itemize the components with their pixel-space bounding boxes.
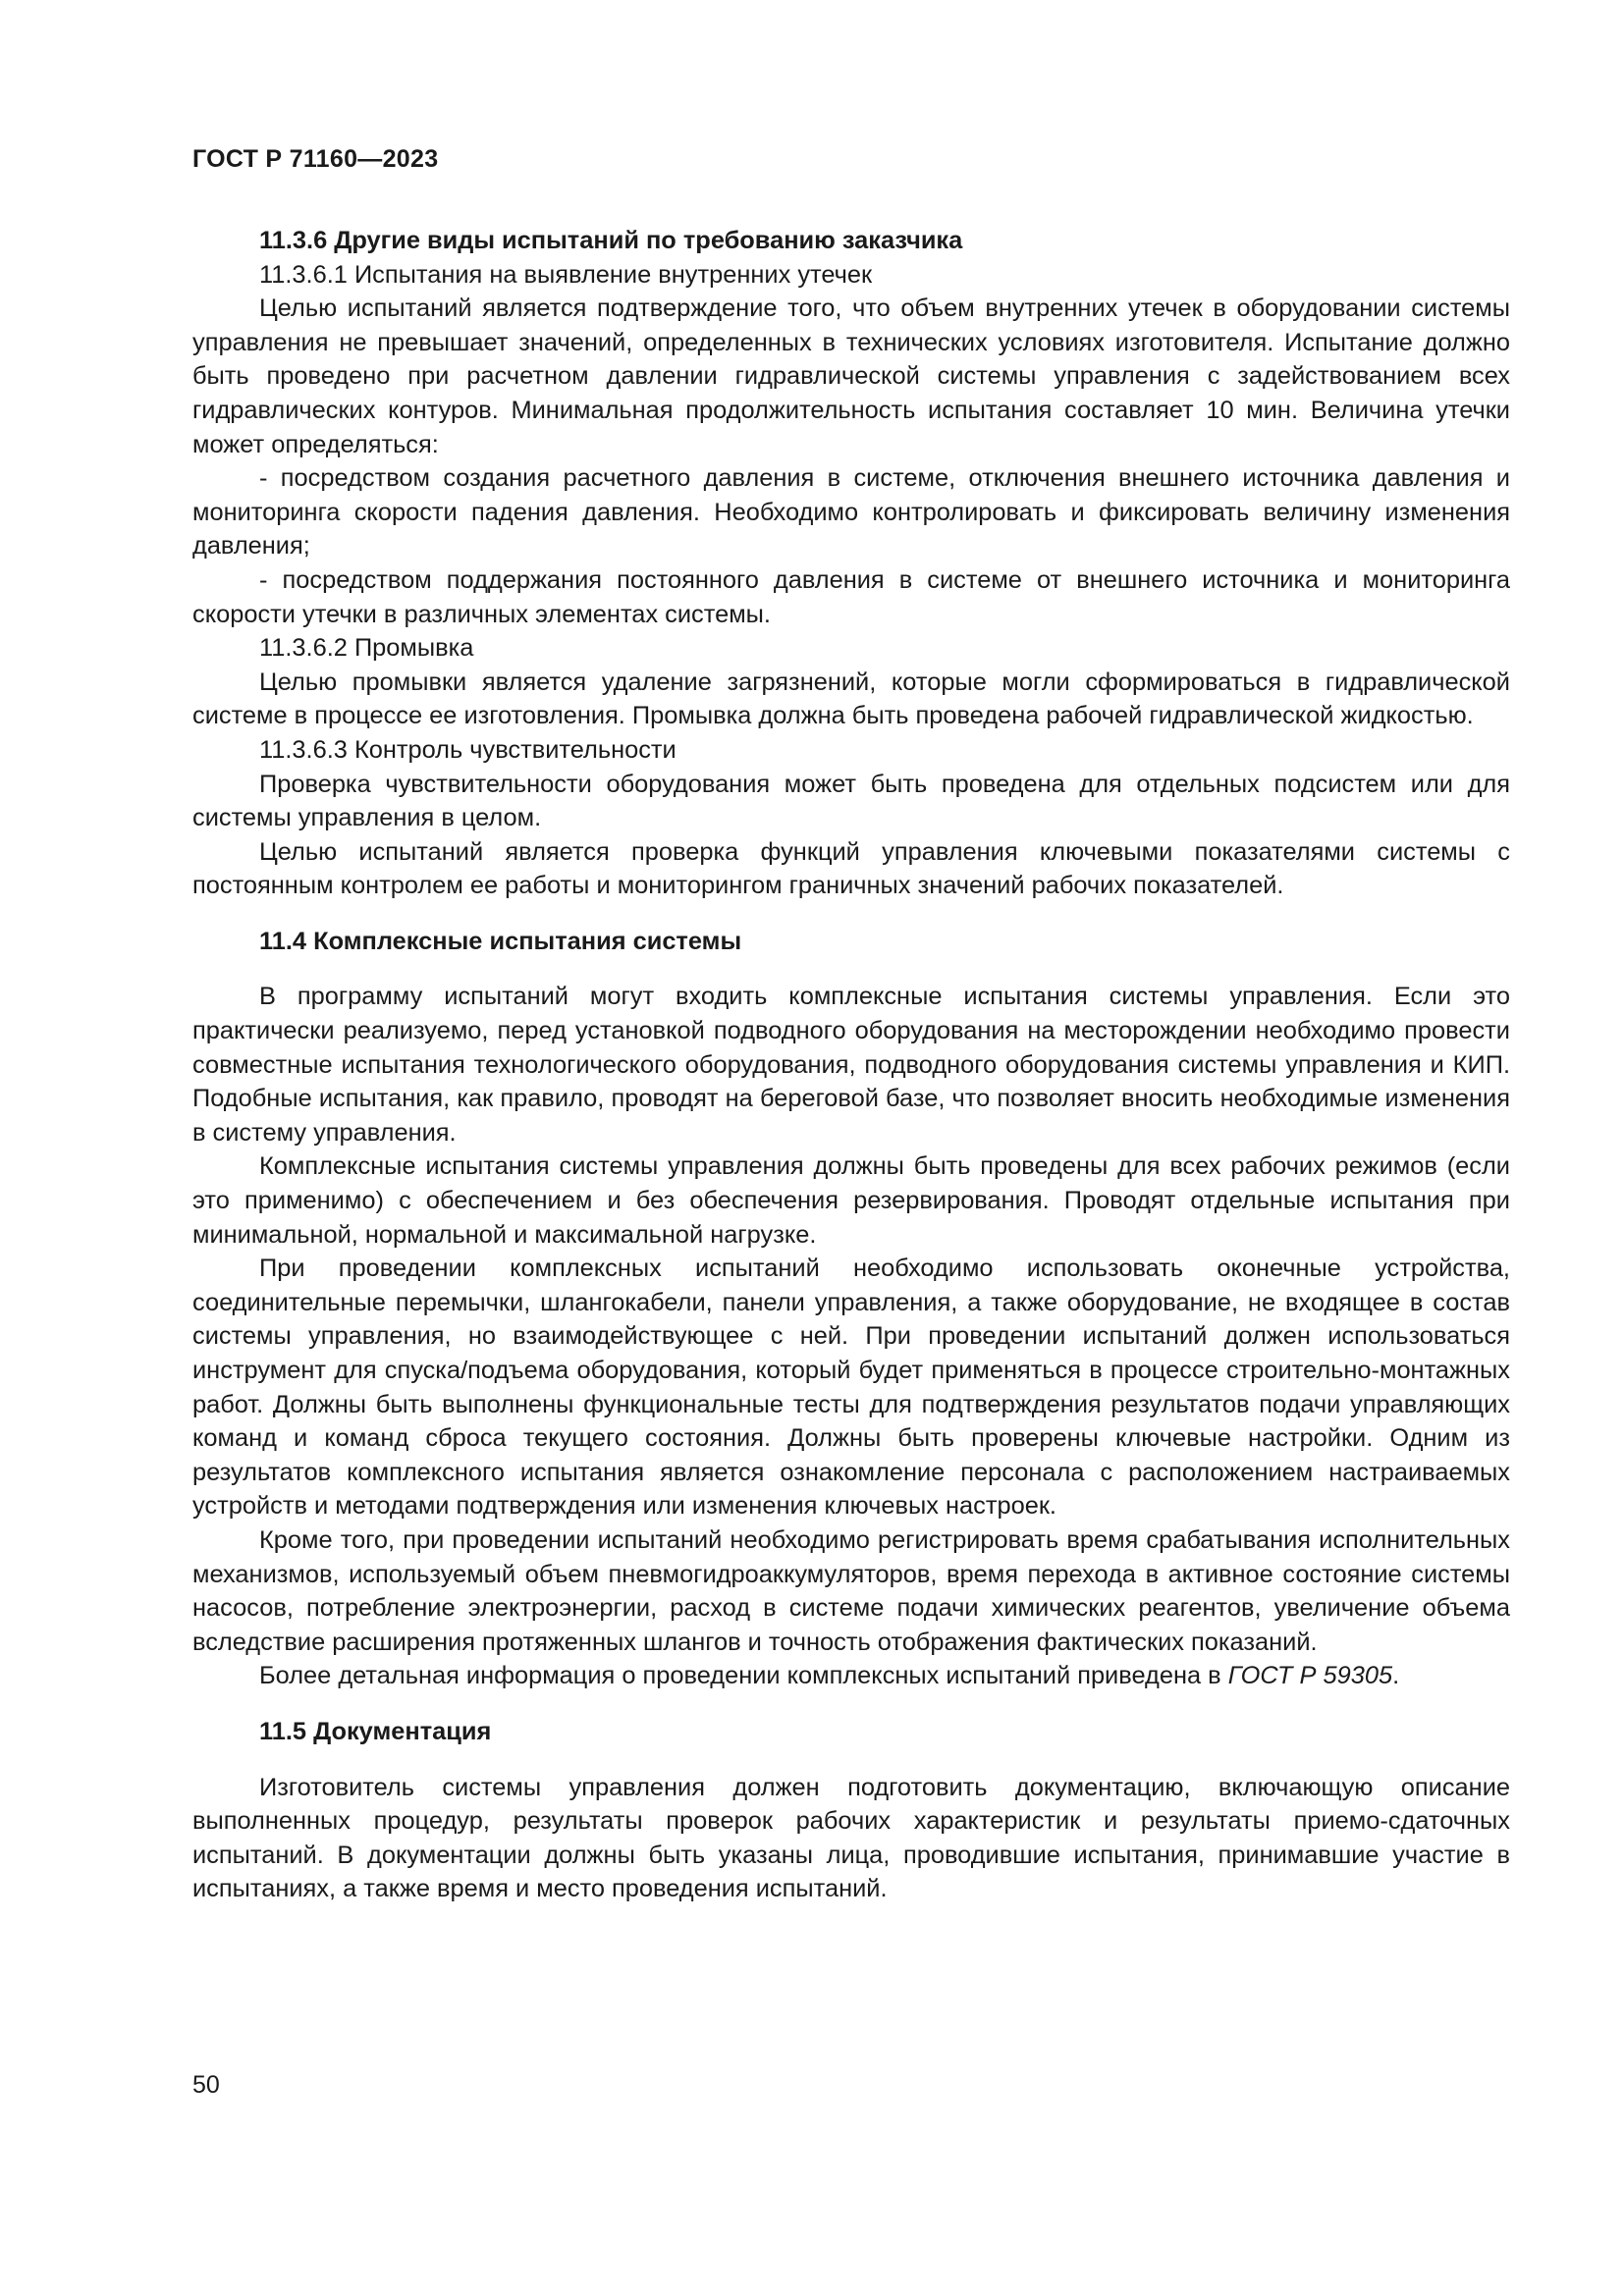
paragraph: В программу испытаний могут входить комплексные испытания системы управления. Если это практически реализуемо, перед установкой подводного оборудования на месторождении необходимо провести совместные испытания технологического оборудования, подводного оборудования системы управления и КИП. Подобные испытания, как правило, проводят на береговой базе, что позволяет вносить необходимые изменения в систему управления. (192, 983, 1510, 1147)
section-11-3-6-3-heading: 11.3.6.3 Контроль чувствительности (259, 735, 677, 764)
paragraph: Целью промывки является удаление загрязнений, которые могли сформироваться в гидравлической системе в процессе ее изготовления. Промывка должна быть проведена рабочей гидравлической жидкостью. (192, 667, 1510, 730)
page-number: 50 (192, 2071, 220, 2099)
paragraph: Комплексные испытания системы управления должны быть проведены для всех рабочих режимов (если это применимо) с обеспечением и без обеспечения резервирования. Проводят отдельные испытания при минимальной, нормальной и максимальной нагрузке. (192, 1152, 1510, 1249)
section-11-3-6-1-heading: 11.3.6.1 Испытания на выявление внутренних утечек (259, 260, 873, 289)
standard-reference: ГОСТ Р 59305 (1227, 1662, 1393, 1690)
document-code: ГОСТ Р 71160—2023 (192, 145, 439, 173)
paragraph-text: Более детальная информация о проведении комплексных испытаний приведена в (259, 1662, 1228, 1690)
paragraph: Проверка чувствительности оборудования может быть проведена для отдельных подсистем или для системы управления в целом. (192, 770, 1510, 832)
section-11-3-6-2-heading: 11.3.6.2 Промывка (259, 634, 474, 663)
paragraph: Целью испытаний является проверка функций управления ключевыми показателями системы с постоянным контролем ее работы и мониторингом граничных значений рабочих показателей. (192, 837, 1510, 900)
list-item: - посредством создания расчетного давления в системе, отключения внешнего источника давления и мониторинга скорости падения давления. Необходимо контролировать и фиксировать величину изменения давления; (192, 464, 1510, 561)
paragraph: Кроме того, при проведении испытаний необходимо регистрировать время срабатывания исполнительных механизмов, используемый объем пневмогидроаккумуляторов, время перехода в активное состояние системы насосов, потребление электроэнергии, расход в системе подачи химических реагентов, увеличение объема вследствие расширения протяженных шлангов и точность отображения фактических показаний. (192, 1525, 1510, 1656)
paragraph: Изготовитель системы управления должен подготовить документацию, включающую описание выполненных процедур, результаты проверок рабочих характеристик и результаты приемо-сдаточных испытаний. В документации должны быть указаны лица, проводившие испытания, принимавшие участие в испытаниях, а также время и место проведения испытаний. (192, 1773, 1510, 1903)
section-11-3-6-heading: 11.3.6 Другие виды испытаний по требованию заказчика (259, 227, 963, 254)
section-11-5-heading: 11.5 Документация (259, 1717, 492, 1745)
document-body (192, 224, 1510, 1906)
paragraph: При проведении комплексных испытаний необходимо использовать оконечные устройства, соединительные перемычки, шлангокабели, панели управления, а также оборудование, не входящее в состав системы управления, но взаимодействующее с ней. При проведении испытаний должен использоваться инструмент для спуска/подъема оборудования, который будет применяться в процессе строительно-монтажных работ. Должны быть выполнены функциональные тесты для подтверждения результатов подачи управляющих команд и команд сброса текущего состояния. Должны быть проверены ключевые настройки. Одним из результатов комплексного испытания является ознакомление персонала с расположением настраиваемых устройств и методами подтверждения или изменения ключевых настроек. (192, 1255, 1510, 1521)
paragraph (192, 1659, 1510, 1693)
paragraph-end: . (1392, 1662, 1400, 1690)
section-11-4-heading: 11.4 Комплексные испытания системы (259, 927, 742, 955)
paragraph: Целью испытаний является подтверждение того, что объем внутренних утечек в оборудовании системы управления не превышает значений, определенных в технических условиях изготовителя. Испытание должно быть проведено при расчетном давлении гидравлической системы управления с задействованием всех гидравлических контуров. Минимальная продолжительность испытания составляет 10 мин. Величина утечки может определяться: (192, 294, 1510, 458)
list-item: - посредством поддержания постоянного давления в системе от внешнего источника и мониторинга скорости утечки в различных элементах системы. (192, 565, 1510, 628)
